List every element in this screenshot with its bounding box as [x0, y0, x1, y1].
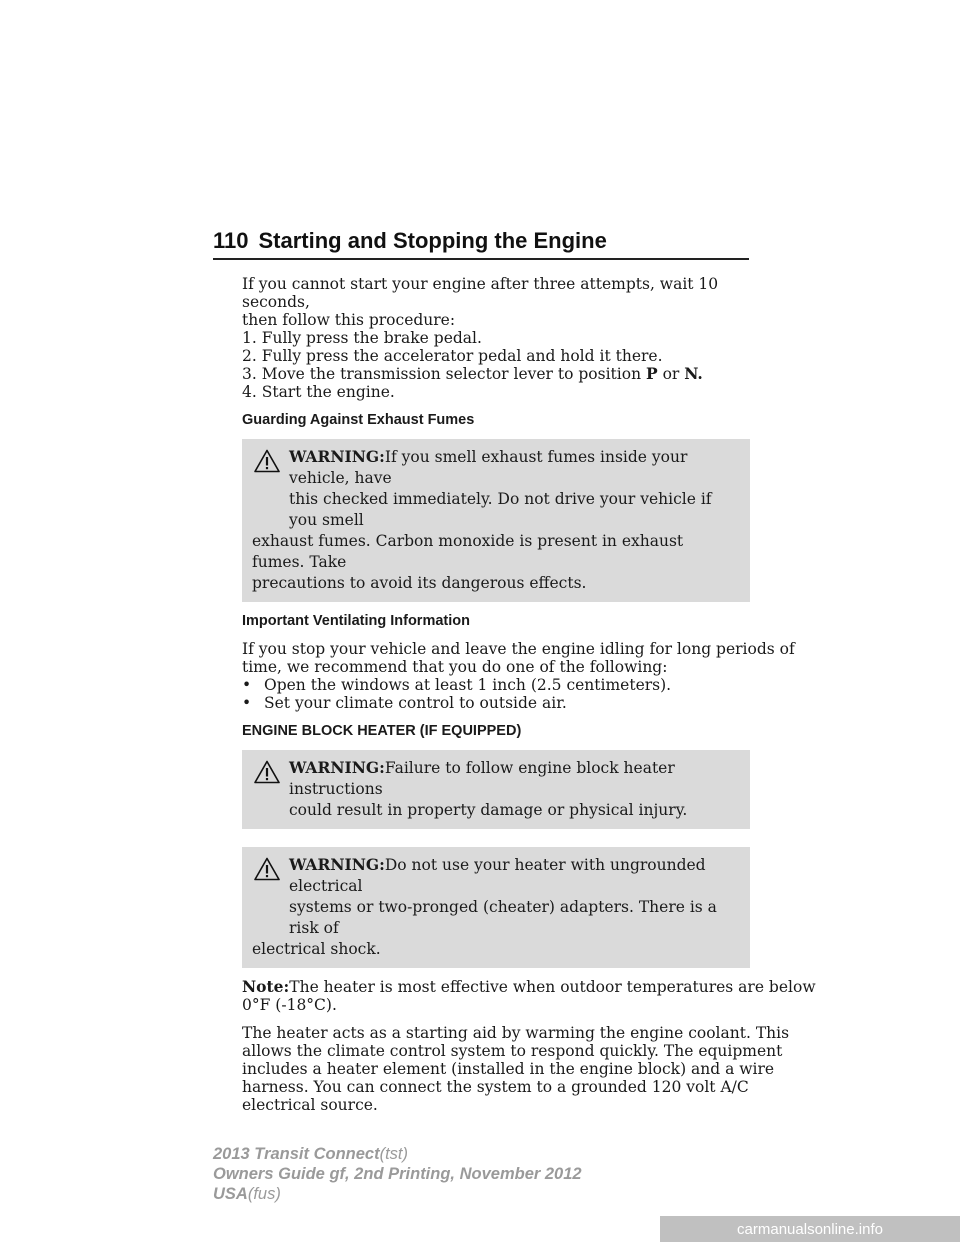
page-footer — [213, 1144, 582, 1204]
warning-text: this checked immediately. Do not drive your vehicle if you smell — [289, 490, 712, 529]
footer-region-code: (fus) — [247, 1185, 281, 1203]
warning-text: exhaust fumes. Carbon monoxide is present in exhaust fumes. Take — [252, 532, 684, 571]
warning-ungrounded-systems — [242, 847, 750, 968]
warning-label: WARNING: — [289, 758, 385, 777]
ventilating-line: If you stop your vehicle and leave the engine idling for long periods of — [242, 640, 795, 658]
warning-text: Failure to follow engine block heater instructions — [289, 759, 675, 798]
page-title: Starting and Stopping the Engine — [258, 228, 607, 253]
heading-block-heater: ENGINE BLOCK HEATER (IF EQUIPPED) — [242, 723, 522, 739]
footer-model: 2013 Transit Connect — [213, 1145, 380, 1163]
position-n: N. — [684, 364, 703, 383]
note-label: Note: — [242, 977, 290, 996]
step-1: 1. Fully press the brake pedal. — [242, 329, 482, 347]
warning-block-heater-instructions — [242, 750, 750, 829]
heater-line: includes a heater element (installed in the engine block) and a wire — [242, 1060, 775, 1078]
bullet-dot: • — [242, 676, 252, 694]
step-3 — [242, 365, 750, 383]
bullet-text: Open the windows at least 1 inch (2.5 centimeters). — [264, 676, 672, 694]
footer-region: USA — [213, 1185, 248, 1203]
step-3-text: 3. Move the transmission selector lever to position — [242, 365, 646, 383]
warning-text: precautions to avoid its dangerous effects. — [252, 574, 587, 592]
footer-model-code: (tst) — [379, 1145, 409, 1163]
warning-label: WARNING: — [289, 855, 385, 874]
list-item — [242, 694, 750, 712]
bullet-dot: • — [242, 694, 252, 712]
warning-exhaust-fumes — [242, 439, 750, 602]
heater-paragraph — [242, 1024, 790, 1114]
page-content — [242, 265, 816, 1114]
list-item — [242, 676, 750, 694]
step-2: 2. Fully press the accelerator pedal and hold it there. — [242, 347, 663, 365]
header-rule — [213, 258, 749, 260]
position-p: P — [645, 364, 658, 383]
note-text: The heater is most effective when outdoor temperatures are below — [289, 978, 816, 996]
heading-exhaust-fumes: Guarding Against Exhaust Fumes — [242, 412, 475, 428]
warning-label: WARNING: — [289, 447, 385, 466]
bullet-text: Set your climate control to outside air. — [264, 694, 567, 712]
warning-triangle-icon — [254, 760, 280, 784]
intro-line: If you cannot start your engine after three attempts, wait 10 seconds, — [242, 275, 719, 311]
warning-triangle-icon — [254, 857, 280, 881]
warning-text: electrical shock. — [252, 940, 381, 958]
warning-text: could result in property damage or physical injury. — [289, 801, 688, 819]
warning-text: systems or two-pronged (cheater) adapters. There is a risk of — [289, 898, 717, 937]
step-3-or: or — [657, 365, 685, 383]
note-text: 0°F (-18°C). — [242, 996, 337, 1014]
heading-ventilating: Important Ventilating Information — [242, 613, 470, 629]
page-number: 110 — [213, 228, 249, 253]
ventilating-line: time, we recommend that you do one of the following: — [242, 658, 668, 676]
heater-line: The heater acts as a starting aid by warming the engine coolant. This — [242, 1024, 790, 1042]
heater-line: harness. You can connect the system to a grounded 120 volt A/C — [242, 1078, 749, 1096]
warning-text: Do not use your heater with ungrounded electrical — [289, 856, 706, 895]
intro-line: then follow this procedure: — [242, 311, 456, 329]
heater-line: electrical source. — [242, 1096, 378, 1114]
ventilating-paragraph — [242, 640, 795, 712]
page-header — [213, 228, 749, 254]
warning-triangle-icon — [254, 449, 280, 473]
warning-text: If you smell exhaust fumes inside your vehicle, have — [289, 448, 688, 487]
footer-guide: Owners Guide gf, 2nd Printing, November 2012 — [213, 1165, 582, 1183]
watermark: carmanualsonline.info — [660, 1216, 960, 1242]
heater-line: allows the climate control system to respond quickly. The equipment — [242, 1042, 783, 1060]
note-paragraph — [242, 977, 816, 1014]
step-4: 4. Start the engine. — [242, 383, 395, 401]
